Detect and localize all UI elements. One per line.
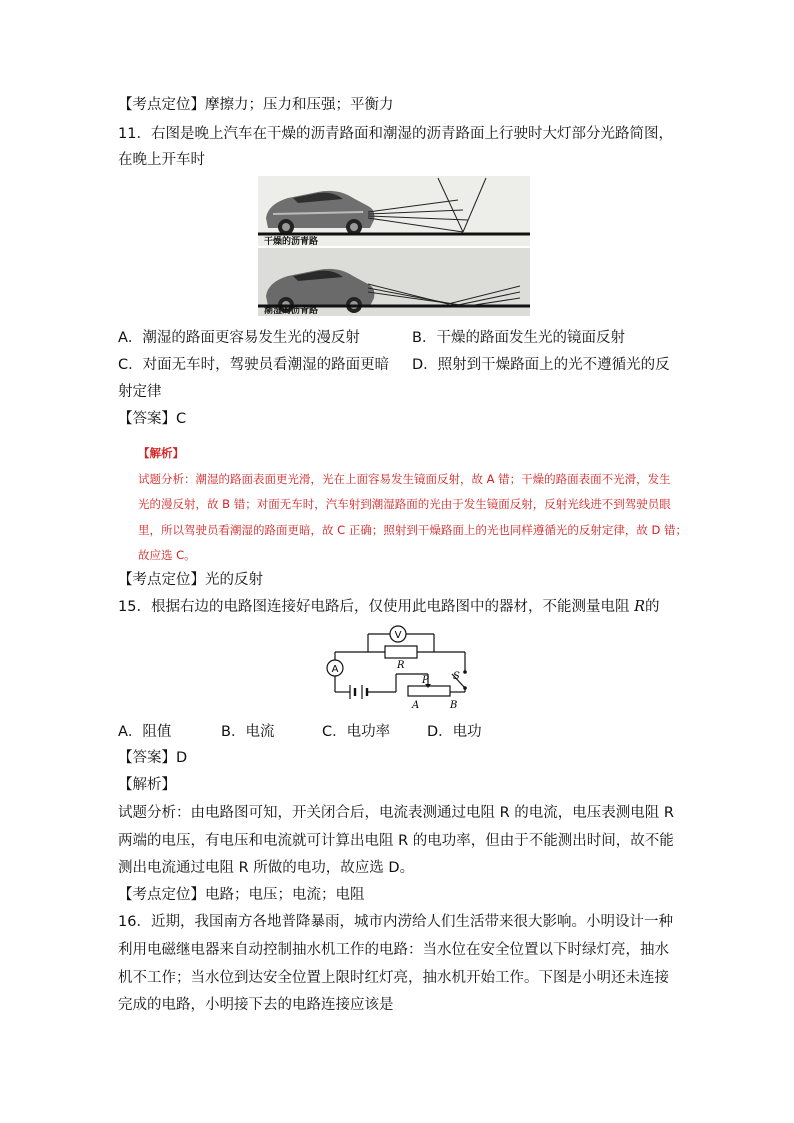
q11-point-line <box>118 570 263 590</box>
q16-stem-line-4: 完成的电路，小明接下去的电路连接应该是 <box>118 997 394 1013</box>
point-text: 摩擦力；压力和压强；平衡力 <box>205 97 394 113</box>
slider-label: P <box>422 675 429 686</box>
q11-light-path-figure <box>258 176 530 316</box>
rheostat-end-a: A <box>412 700 420 711</box>
answer-label: 【答案】 <box>118 411 176 427</box>
q15-circuit-diagram <box>320 622 480 714</box>
q15-analysis-label: 【解析】 <box>118 777 176 793</box>
q11-analysis-line-3: 里，所以驾驶员看潮湿的路面更暗，故 C 正确；照射到干燥路面上的光也同样遵循光的反射定律，故 D 错； <box>138 523 688 537</box>
q11-stem-line-1: 11．右图是晚上汽车在干燥的沥青路面和潮湿的沥青路面上行驶时大灯部分光路简图， <box>118 126 673 142</box>
q15-stem-line <box>118 597 659 617</box>
q15-option-c: C．电功率 <box>322 724 391 740</box>
point-text: 光的反射 <box>205 572 263 588</box>
q15-stem-r: R <box>634 599 645 615</box>
answer-value: D <box>176 750 188 766</box>
point-label: 【考点定位】 <box>118 887 205 903</box>
q11-option-d: D．照射到干燥路面上的光不遵循光的反 <box>412 357 670 373</box>
q11-stem-line-2: 在晚上开车时 <box>118 152 205 168</box>
q15-option-d: D．电功 <box>427 724 482 740</box>
point-label: 【考点定位】 <box>118 97 205 113</box>
q15-analysis-line-1: 试题分析：由电路图可知，开关闭合后，电流表测通过电阻 R 的电流，电压表测电阻 R <box>118 805 674 821</box>
dry-road-label: 干燥的沥青路 <box>264 237 319 247</box>
point-text: 电路；电压；电流；电阻 <box>205 887 365 903</box>
resistor-label: R <box>397 660 405 671</box>
q15-option-b: B．电流 <box>221 724 275 740</box>
q11-analysis-line-4: 故应选 C。 <box>138 548 196 562</box>
answer-value: C <box>176 411 187 427</box>
rheostat-end-b: B <box>450 700 458 711</box>
prev-point-line <box>118 95 394 115</box>
q15-stem-text: 15．根据右边的电路图连接好电路后，仅使用此电路图中的器材，不能测量电阻 <box>118 599 635 615</box>
voltmeter-label: V <box>394 630 402 641</box>
point-label: 【考点定位】 <box>118 572 205 588</box>
q15-answer-line <box>118 748 187 768</box>
answer-label: 【答案】 <box>118 750 176 766</box>
q11-option-b: B．干燥的路面发生光的镜面反射 <box>412 330 625 346</box>
q15-analysis-line-2: 两端的电压，有电压和电流就可计算出电阻 R 的电功率，但由于不能测出时间，故不能 <box>118 833 674 849</box>
q16-stem-line-2: 利用电磁继电器来自动控制抽水机工作的电路：当水位在安全位置以下时绿灯亮，抽水 <box>118 942 669 958</box>
q11-analysis-line-2: 光的漫反射，故 B 错；对面无车时，汽车射到潮湿路面的光由于发生镜面反射，反射光线进不到驾驶员眼 <box>138 497 671 511</box>
q11-analysis-label: 【解析】 <box>138 446 184 460</box>
q11-analysis-line-1: 试题分析：潮湿的路面表面更光滑，光在上面容易发生镜面反射，故 A 错；干燥的路面表面不光滑，发生 <box>138 472 671 486</box>
ammeter-label: A <box>331 664 339 675</box>
q16-stem-line-3: 机不工作；当水位到达安全位置上限时红灯亮，抽水机开始工作。下图是小明还未连接 <box>118 970 669 986</box>
q15-stem-tail: 的 <box>644 599 660 615</box>
wet-road-label: 潮湿的沥青路 <box>264 306 319 316</box>
switch-label: S <box>453 671 460 682</box>
q16-stem-line-1: 16．近期，我国南方各地普降暴雨，城市内涝给人们生活带来很大影响。小明设计一种 <box>118 914 673 930</box>
q11-option-a: A．潮湿的路面更容易发生光的漫反射 <box>118 330 360 346</box>
q15-analysis-line-3: 测出电流通过电阻 R 所做的电功，故应选 D。 <box>118 860 415 876</box>
q11-option-c: C．对面无车时，驾驶员看潮湿的路面更暗 <box>118 357 390 373</box>
q11-answer-line <box>118 409 186 429</box>
q15-point-line <box>118 885 365 905</box>
q15-option-a: A．阻值 <box>118 724 172 740</box>
q11-option-d-cont: 射定律 <box>118 384 162 400</box>
